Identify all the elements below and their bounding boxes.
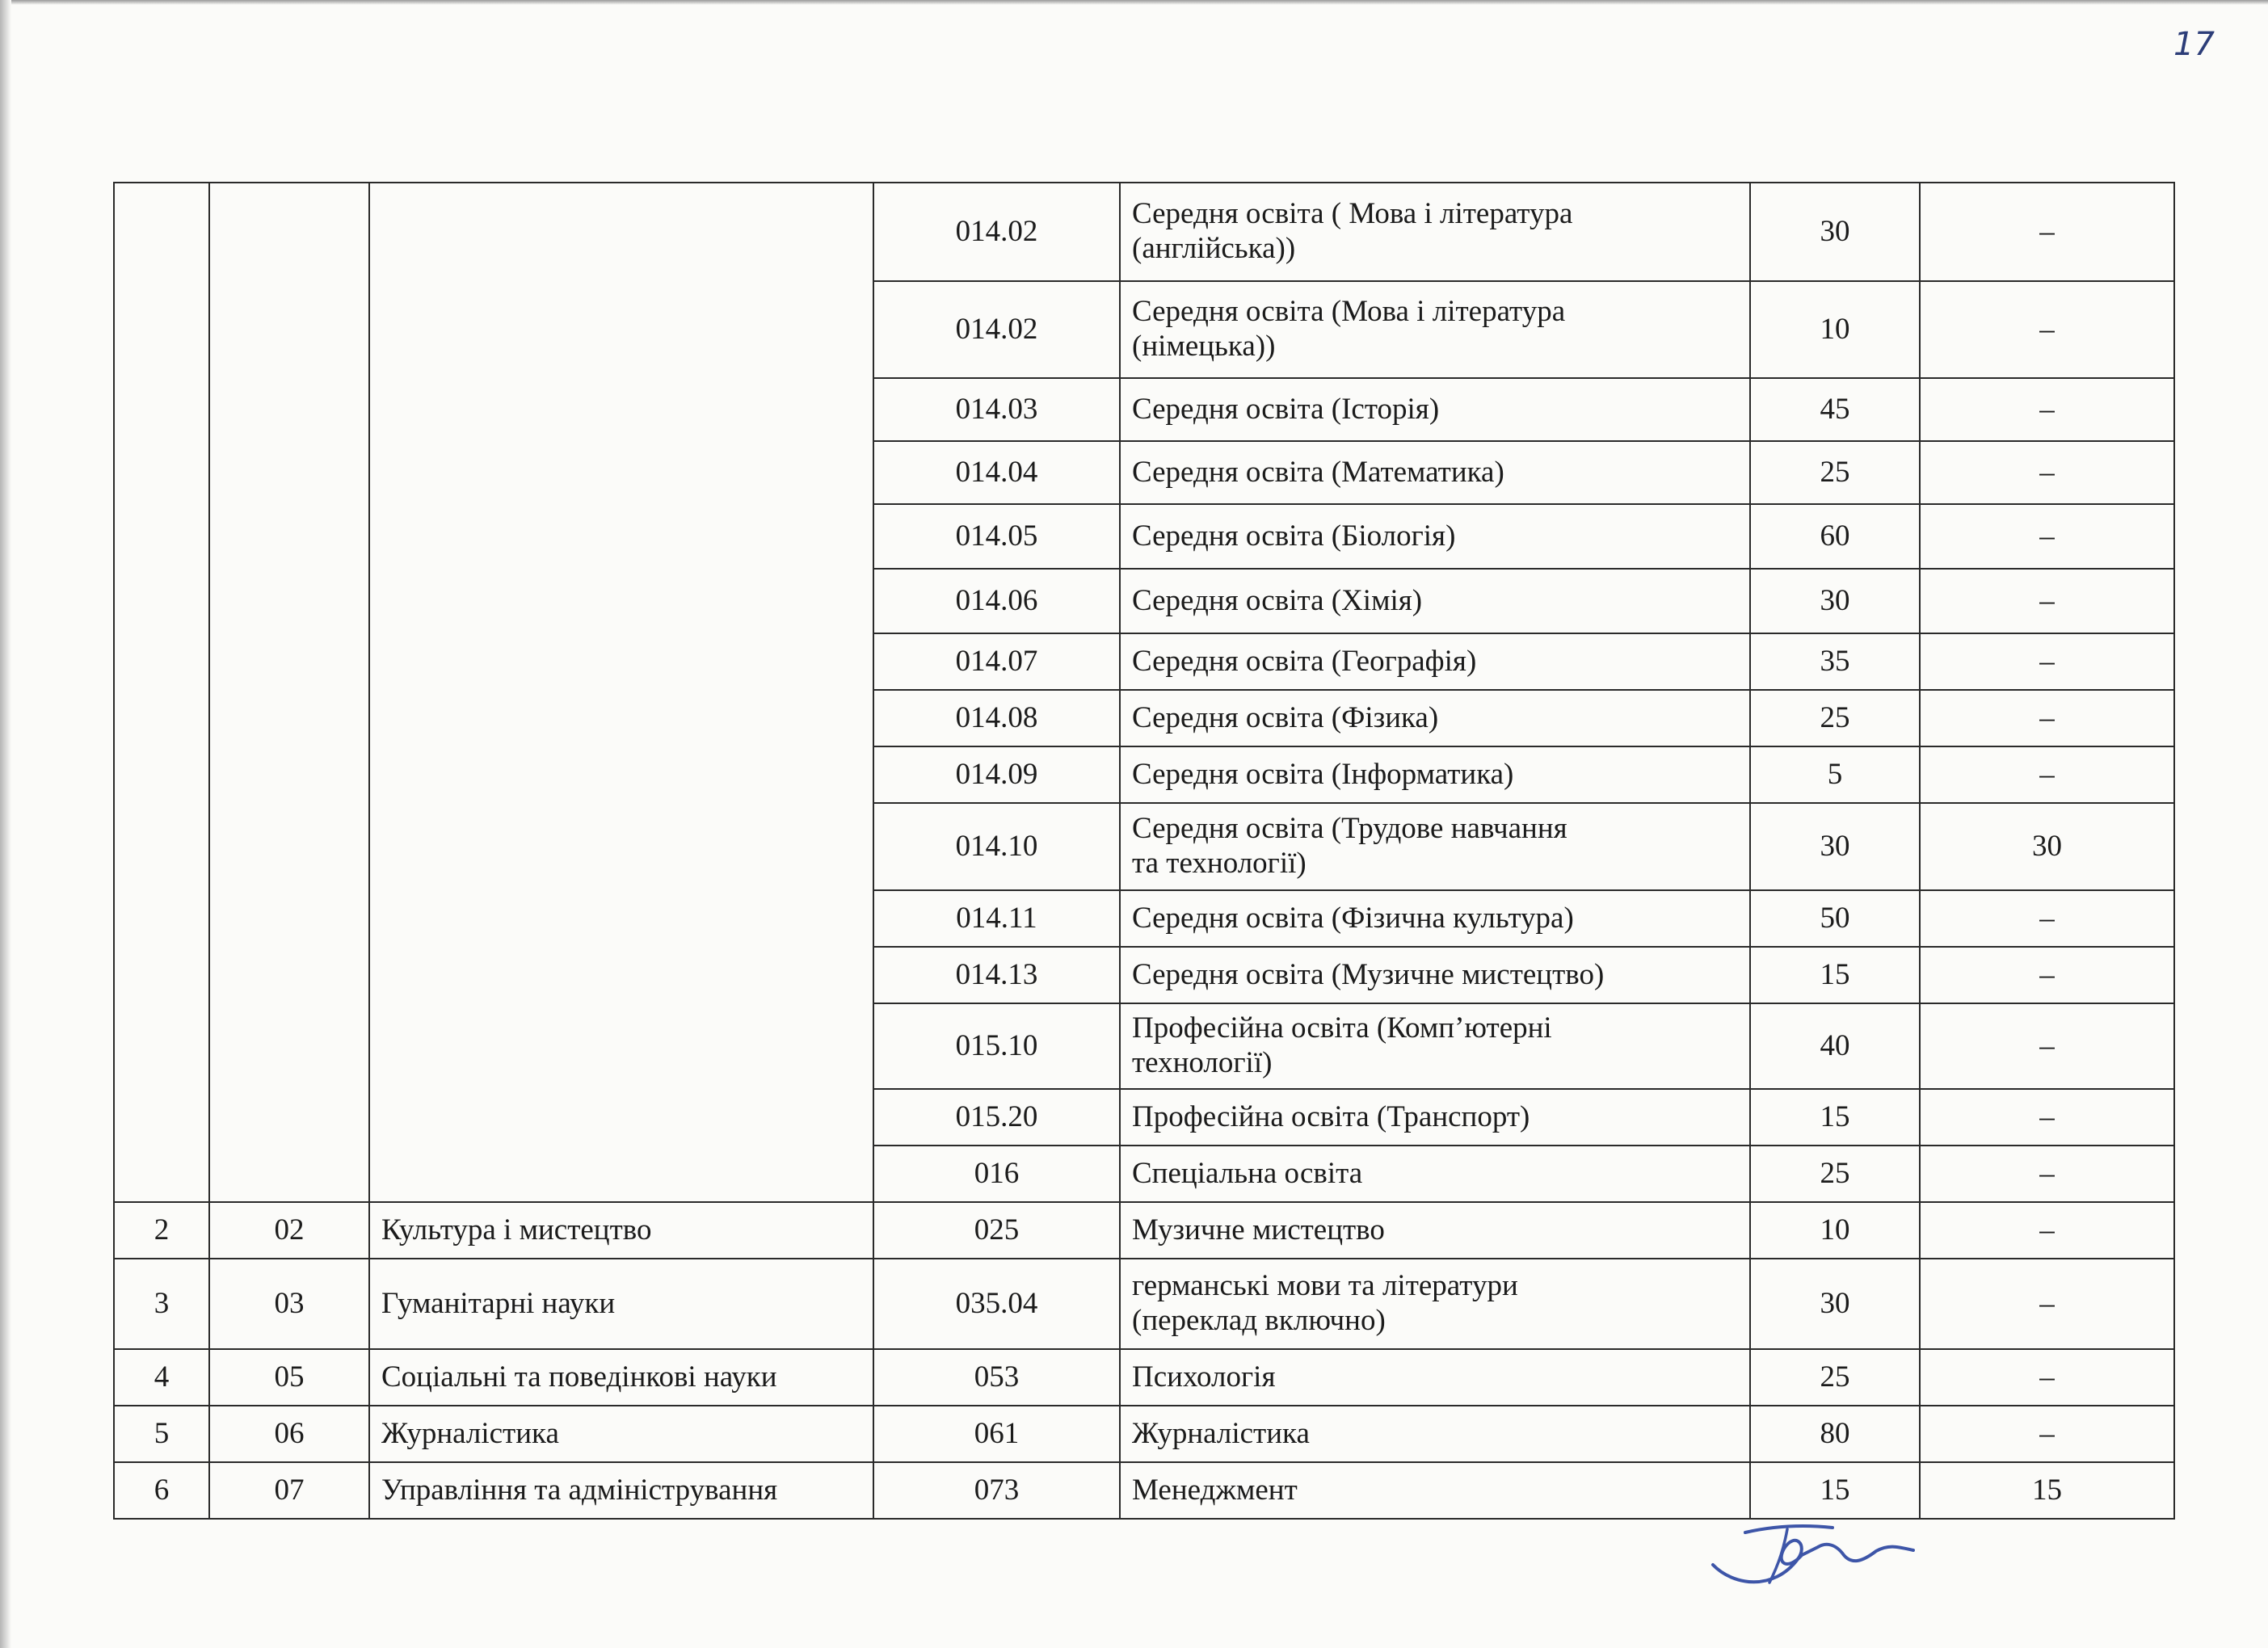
- value-1-cell: 30: [1750, 183, 1920, 281]
- specialty-name-cell: Середня освіта (Історія): [1120, 378, 1750, 441]
- value-1-cell: 60: [1750, 504, 1920, 569]
- value-2-cell: –: [1920, 183, 2174, 281]
- specialty-name-cell: Середня освіта ( Мова і література (англійська)): [1120, 183, 1750, 281]
- specialty-name-cell: Середня освіта (Біологія): [1120, 504, 1750, 569]
- field-code-cell: 02: [209, 1202, 369, 1259]
- value-2-cell: –: [1920, 1202, 2174, 1259]
- specialty-name-cell: Середня освіта (Фізична культура): [1120, 890, 1750, 947]
- value-1-cell: 50: [1750, 890, 1920, 947]
- value-2-cell: –: [1920, 947, 2174, 1003]
- value-2-cell: –: [1920, 504, 2174, 569]
- table-row: [114, 1462, 2174, 1519]
- value-1-cell: 30: [1750, 569, 1920, 633]
- specialty-name-cell: Середня освіта (Фізика): [1120, 690, 1750, 746]
- value-1-cell: 25: [1750, 690, 1920, 746]
- value-1-cell: 25: [1750, 1349, 1920, 1406]
- specialty-code-cell: 015.10: [873, 1003, 1120, 1089]
- value-1-cell: 35: [1750, 633, 1920, 690]
- value-2-cell: –: [1920, 746, 2174, 803]
- value-2-cell: –: [1920, 281, 2174, 378]
- table-body: [114, 183, 2174, 1519]
- specialty-name-cell: Менеджмент: [1120, 1462, 1750, 1519]
- value-2-cell: –: [1920, 1089, 2174, 1146]
- specialty-name-cell: Професійна освіта (Транспорт): [1120, 1089, 1750, 1146]
- specialty-name-cell: Середня освіта (Інформатика): [1120, 746, 1750, 803]
- scan-edge-left: [0, 0, 11, 1648]
- specialty-code-cell: 015.20: [873, 1089, 1120, 1146]
- specialty-code-cell: 014.08: [873, 690, 1120, 746]
- value-2-cell: 30: [1920, 803, 2174, 890]
- specialty-name-cell: Середня освіта (Математика): [1120, 441, 1750, 504]
- row-number-cell: [114, 183, 209, 1202]
- value-2-cell: –: [1920, 378, 2174, 441]
- value-1-cell: 25: [1750, 441, 1920, 504]
- specialty-code-cell: 014.09: [873, 746, 1120, 803]
- specialty-code-cell: 014.10: [873, 803, 1120, 890]
- value-2-cell: –: [1920, 690, 2174, 746]
- specialty-code-cell: 016: [873, 1146, 1120, 1202]
- value-2-cell: –: [1920, 1146, 2174, 1202]
- value-2-cell: –: [1920, 1349, 2174, 1406]
- specialty-name-cell: Середня освіта (Хімія): [1120, 569, 1750, 633]
- field-code-cell: 06: [209, 1406, 369, 1462]
- specialty-code-cell: 014.02: [873, 183, 1120, 281]
- specialty-code-cell: 014.04: [873, 441, 1120, 504]
- field-name-cell: [369, 183, 873, 1202]
- row-number-cell: 5: [114, 1406, 209, 1462]
- signature-icon: [1697, 1515, 1939, 1604]
- field-name-cell: Соціальні та поведінкові науки: [369, 1349, 873, 1406]
- value-1-cell: 80: [1750, 1406, 1920, 1462]
- value-2-cell: –: [1920, 890, 2174, 947]
- value-2-cell: –: [1920, 1259, 2174, 1349]
- table-row: [114, 1202, 2174, 1259]
- value-1-cell: 45: [1750, 378, 1920, 441]
- specialty-name-cell: Музичне мистецтво: [1120, 1202, 1750, 1259]
- value-1-cell: 30: [1750, 803, 1920, 890]
- value-1-cell: 5: [1750, 746, 1920, 803]
- row-number-cell: 4: [114, 1349, 209, 1406]
- specialty-code-cell: 014.02: [873, 281, 1120, 378]
- specialty-name-cell: Психологія: [1120, 1349, 1750, 1406]
- value-1-cell: 15: [1750, 947, 1920, 1003]
- specialty-name-cell: Журналістика: [1120, 1406, 1750, 1462]
- row-number-cell: 6: [114, 1462, 209, 1519]
- specialty-code-cell: 035.04: [873, 1259, 1120, 1349]
- value-2-cell: 15: [1920, 1462, 2174, 1519]
- value-2-cell: –: [1920, 1003, 2174, 1089]
- specialty-name-cell: Середня освіта (Музичне мистецтво): [1120, 947, 1750, 1003]
- value-2-cell: –: [1920, 633, 2174, 690]
- field-name-cell: Культура і мистецтво: [369, 1202, 873, 1259]
- value-1-cell: 15: [1750, 1089, 1920, 1146]
- value-2-cell: –: [1920, 569, 2174, 633]
- specialty-code-cell: 014.11: [873, 890, 1120, 947]
- specialty-name-cell: Спеціальна освіта: [1120, 1146, 1750, 1202]
- field-code-cell: [209, 183, 369, 1202]
- page-number: 17: [2173, 26, 2215, 63]
- specialty-code-cell: 014.06: [873, 569, 1120, 633]
- field-code-cell: 05: [209, 1349, 369, 1406]
- value-1-cell: 15: [1750, 1462, 1920, 1519]
- specialty-code-cell: 025: [873, 1202, 1120, 1259]
- table-row: [114, 1349, 2174, 1406]
- specialty-code-cell: 073: [873, 1462, 1120, 1519]
- specialty-name-cell: Середня освіта (Географія): [1120, 633, 1750, 690]
- specialty-code-cell: 061: [873, 1406, 1120, 1462]
- specialty-code-cell: 014.07: [873, 633, 1120, 690]
- value-1-cell: 40: [1750, 1003, 1920, 1089]
- value-1-cell: 10: [1750, 1202, 1920, 1259]
- specialty-name-cell: Середня освіта (Мова і література (німецька)): [1120, 281, 1750, 378]
- value-1-cell: 30: [1750, 1259, 1920, 1349]
- table-row: [114, 1406, 2174, 1462]
- field-name-cell: Управління та адміністрування: [369, 1462, 873, 1519]
- field-name-cell: Журналістика: [369, 1406, 873, 1462]
- table-row: [114, 183, 2174, 281]
- specialty-code-cell: 014.05: [873, 504, 1120, 569]
- field-code-cell: 03: [209, 1259, 369, 1349]
- value-2-cell: –: [1920, 1406, 2174, 1462]
- specialties-table: [113, 182, 2175, 1520]
- field-name-cell: Гуманітарні науки: [369, 1259, 873, 1349]
- scan-edge-top: [0, 0, 2268, 5]
- specialty-code-cell: 014.13: [873, 947, 1120, 1003]
- value-1-cell: 10: [1750, 281, 1920, 378]
- specialty-name-cell: Професійна освіта (Комп’ютерні технології): [1120, 1003, 1750, 1089]
- row-number-cell: 3: [114, 1259, 209, 1349]
- value-1-cell: 25: [1750, 1146, 1920, 1202]
- specialty-code-cell: 014.03: [873, 378, 1120, 441]
- value-2-cell: –: [1920, 441, 2174, 504]
- specialty-name-cell: германські мови та літератури (переклад включно): [1120, 1259, 1750, 1349]
- specialty-name-cell: Середня освіта (Трудове навчання та технології): [1120, 803, 1750, 890]
- specialty-code-cell: 053: [873, 1349, 1120, 1406]
- table-row: [114, 1259, 2174, 1349]
- row-number-cell: 2: [114, 1202, 209, 1259]
- field-code-cell: 07: [209, 1462, 369, 1519]
